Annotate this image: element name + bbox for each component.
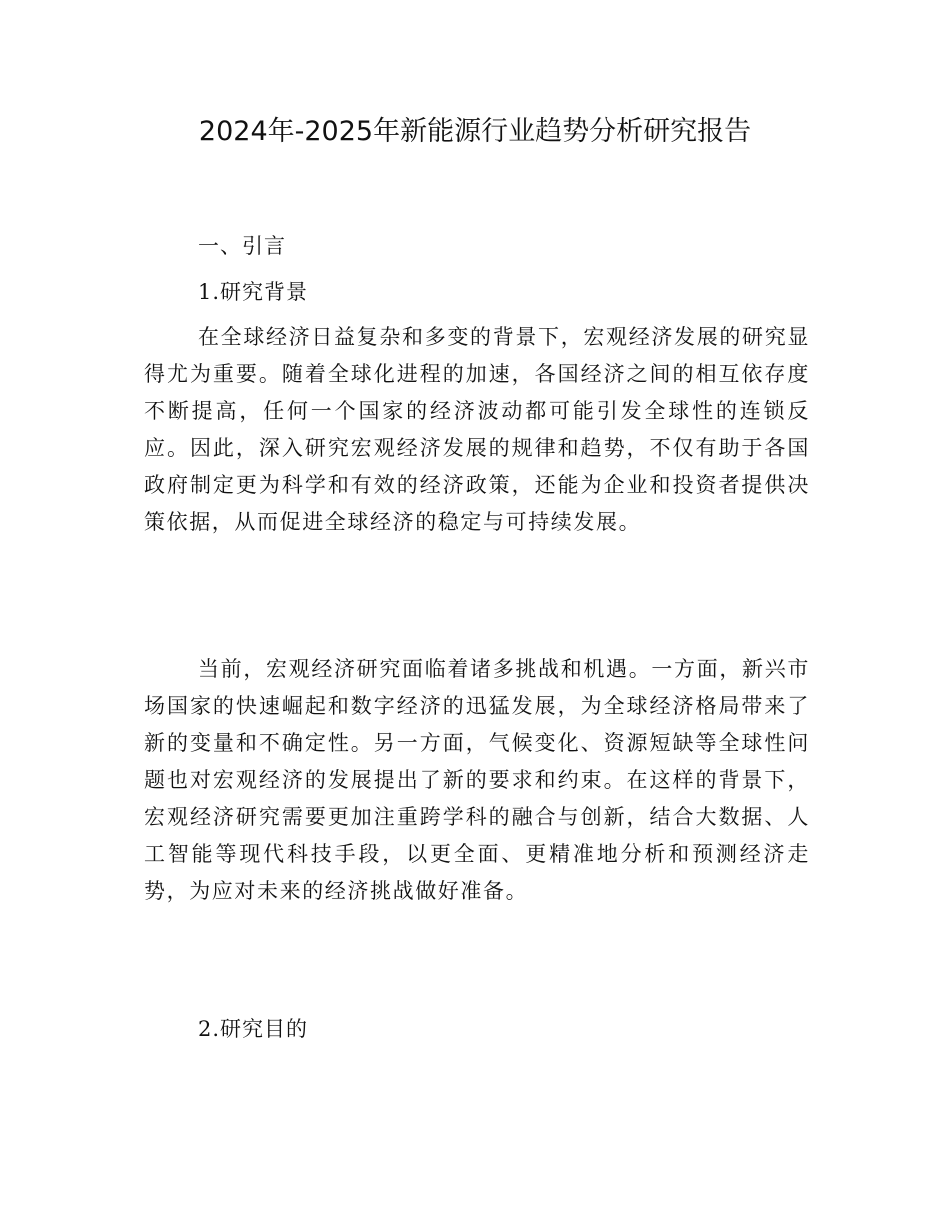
paragraph-background-1: 在全球经济日益复杂和多变的背景下，宏观经济发展的研究显得尤为重要。随着全球化进程的加速，各国经济之间的相互依存度不断提高，任何一个国家的经济波动都可能引发全球性的连锁反应。因此，深入研究宏观经济发展的规律和趋势，不仅有助于各国政府制定更为科学和有效的经济政策，还能为企业和投资者提供决策依据，从而促进全球经济的稳定与可持续发展。 (144, 325, 810, 534)
subsection-heading-research-purpose: 2.研究目的 (198, 1017, 309, 1041)
paragraph-background-2: 当前，宏观经济研究面临着诸多挑战和机遇。一方面，新兴市场国家的快速崛起和数字经济的迅猛发展，为全球经济格局带来了新的变量和不确定性。另一方面，气候变化、资源短缺等全球性问题也对宏观经济的发展提出了新的要求和约束。在这样的背景下，宏观经济研究需要更加注重跨学科的融合与创新，结合大数据、人工智能等现代科技手段，以更全面、更精准地分析和预测经济走势，为应对未来的经济挑战做好准备。 (144, 657, 810, 903)
document-title: 2024年-2025年新能源行业趋势分析研究报告 (198, 116, 752, 147)
subsection-heading-research-background: 1.研究背景 (198, 280, 309, 304)
section-heading-introduction: 一、引言 (198, 234, 286, 258)
